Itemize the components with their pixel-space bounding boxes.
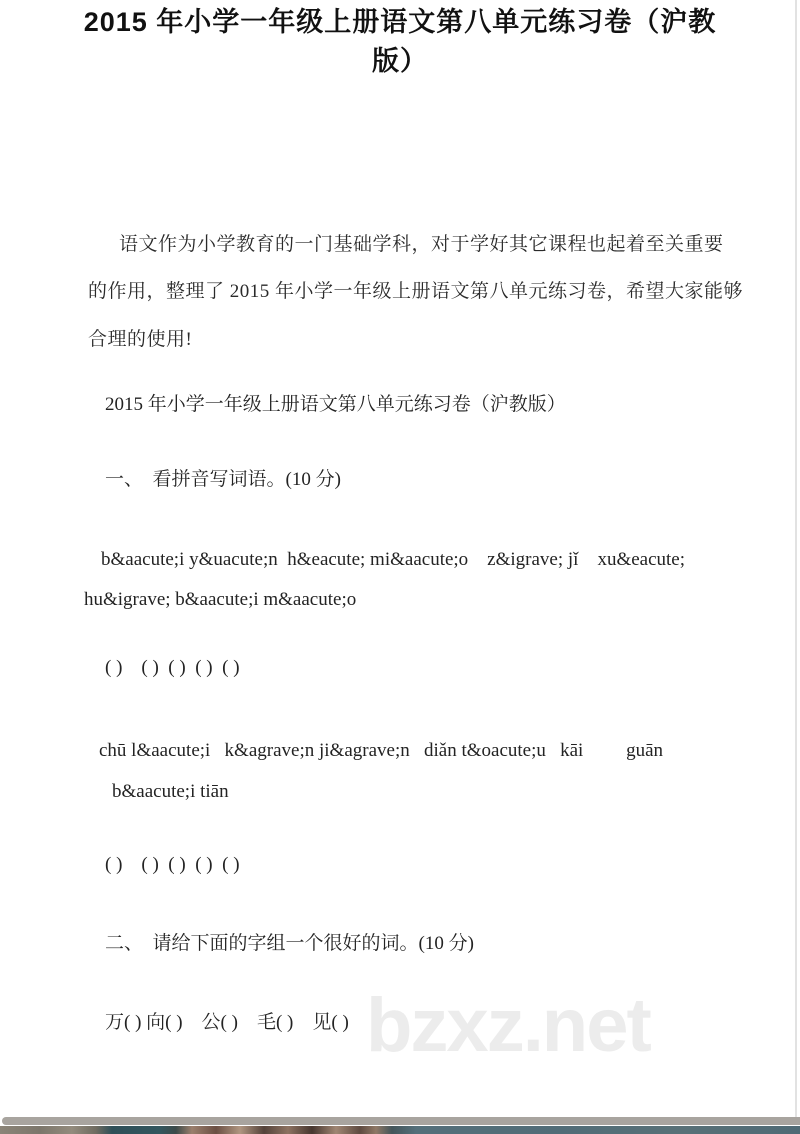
watermark: bzxz.net bbox=[366, 983, 650, 1068]
document-subtitle: 2015 年小学一年级上册语文第八单元练习卷（沪教版） bbox=[105, 394, 566, 415]
answer-blanks-line-1: ( ) ( ) ( ) ( ) ( ) bbox=[105, 657, 240, 678]
intro-line-3: 合理的使用! bbox=[88, 329, 193, 350]
word-fill-line: 万( ) 向( ) 公( ) 毛( ) 见( ) bbox=[105, 1012, 349, 1033]
section-2-heading: 二、 请给下面的字组一个很好的词。(10 分) bbox=[105, 933, 474, 954]
section-1-heading: 一、 看拼音写词语。(10 分) bbox=[105, 469, 341, 490]
page-title-line-2: 版） bbox=[372, 46, 428, 76]
horizontal-scrollbar-thumb[interactable] bbox=[2, 1117, 800, 1125]
pinyin-line-4: b&aacute;i tiān bbox=[112, 781, 229, 802]
pinyin-line-3: chū l&aacute;i k&agrave;n ji&agrave;n diǎn t&oacute;u kāi guān bbox=[99, 740, 664, 761]
next-page-photo-strip bbox=[0, 1126, 800, 1134]
intro-line-2: 的作用，整理了 2015 年小学一年级上册语文第八单元练习卷，希望大家能够 bbox=[88, 281, 744, 302]
pinyin-line-2: hu&igrave; b&aacute;i m&aacute;o bbox=[84, 589, 357, 610]
intro-line-1: 语文作为小学教育的一门基础学科，对于学好其它课程也起着至关重要 bbox=[119, 234, 724, 255]
answer-blanks-line-2: ( ) ( ) ( ) ( ) ( ) bbox=[105, 854, 240, 875]
page-edge-line bbox=[795, 0, 797, 1117]
pinyin-line-1: b&aacute;i y&uacute;n h&eacute; mi&aacute;o z&igrave; jǐ xu&eacute; bbox=[101, 549, 686, 570]
page-title-line-1: 2015 年小学一年级上册语文第八单元练习卷（沪教 bbox=[83, 7, 717, 37]
